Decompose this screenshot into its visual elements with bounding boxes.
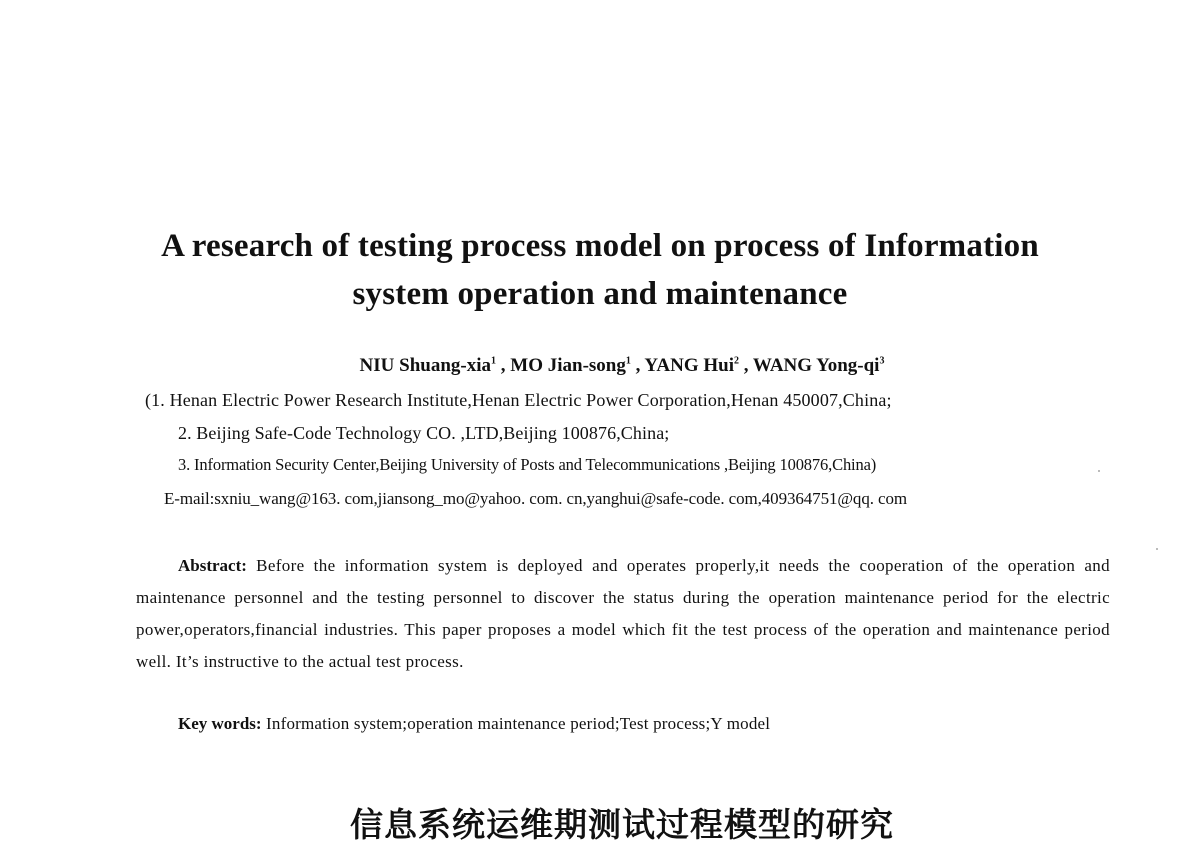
author-affiliation-mark: 2 <box>734 355 739 367</box>
author-separator: , <box>496 355 506 376</box>
abstract-label: Abstract: <box>178 556 247 575</box>
keywords-text: Information system;operation maintenance period;Test process;Y model <box>261 714 771 733</box>
affiliation-line-3: 3. Information Security Center,Beijing University of Posts and Telecommunications ,Beijing 100876,China) <box>178 455 877 474</box>
affiliation-line-2: 2. Beijing Safe-Code Technology CO. ,LTD,Beijing 100876,China; <box>178 423 670 443</box>
title-line-1: A research of testing process model on process of Information <box>161 228 1039 264</box>
title-line-2: system operation and maintenance <box>352 276 848 312</box>
author-name: MO Jian-song <box>510 355 626 376</box>
scan-speck <box>1098 470 1100 472</box>
paper-title <box>60 222 1140 318</box>
email-line: E-mail:sxniu_wang@163. com,jiansong_mo@yahoo. com. cn,yanghui@safe-code. com,409364751@qq. com <box>164 489 908 508</box>
author-affiliation-mark: 1 <box>491 355 497 367</box>
author-separator: , <box>630 355 641 376</box>
author-affiliation-mark: 3 <box>879 355 885 367</box>
author-name: NIU Shuang-xia <box>359 355 492 376</box>
chinese-title: 信息系统运维期测试过程模型的研究 <box>350 805 894 844</box>
scan-speck <box>1156 548 1158 550</box>
affiliation-line-1: (1. Henan Electric Power Research Institute,Henan Electric Power Corporation,Henan 450007,China; <box>145 390 892 410</box>
author-name: YANG Hui <box>644 355 734 376</box>
keywords <box>178 710 1108 738</box>
abstract-text: Before the information system is deployed and operates properly,it needs the cooperation of the operation and maintenance personnel and the testing personnel to discover the status during the operation maintenance period for the electric power,operators,financial industries. This paper proposes a model which fit the test process of the operation and maintenance period well. It’s instructive to the actual test process. <box>136 556 1110 671</box>
keywords-label: Key words: <box>178 714 262 733</box>
author-name: WANG Yong-qi <box>752 355 880 376</box>
author-separator: , <box>739 355 749 376</box>
author-list <box>0 353 1200 379</box>
author-affiliation-mark: 1 <box>625 355 631 367</box>
abstract <box>136 550 1110 678</box>
